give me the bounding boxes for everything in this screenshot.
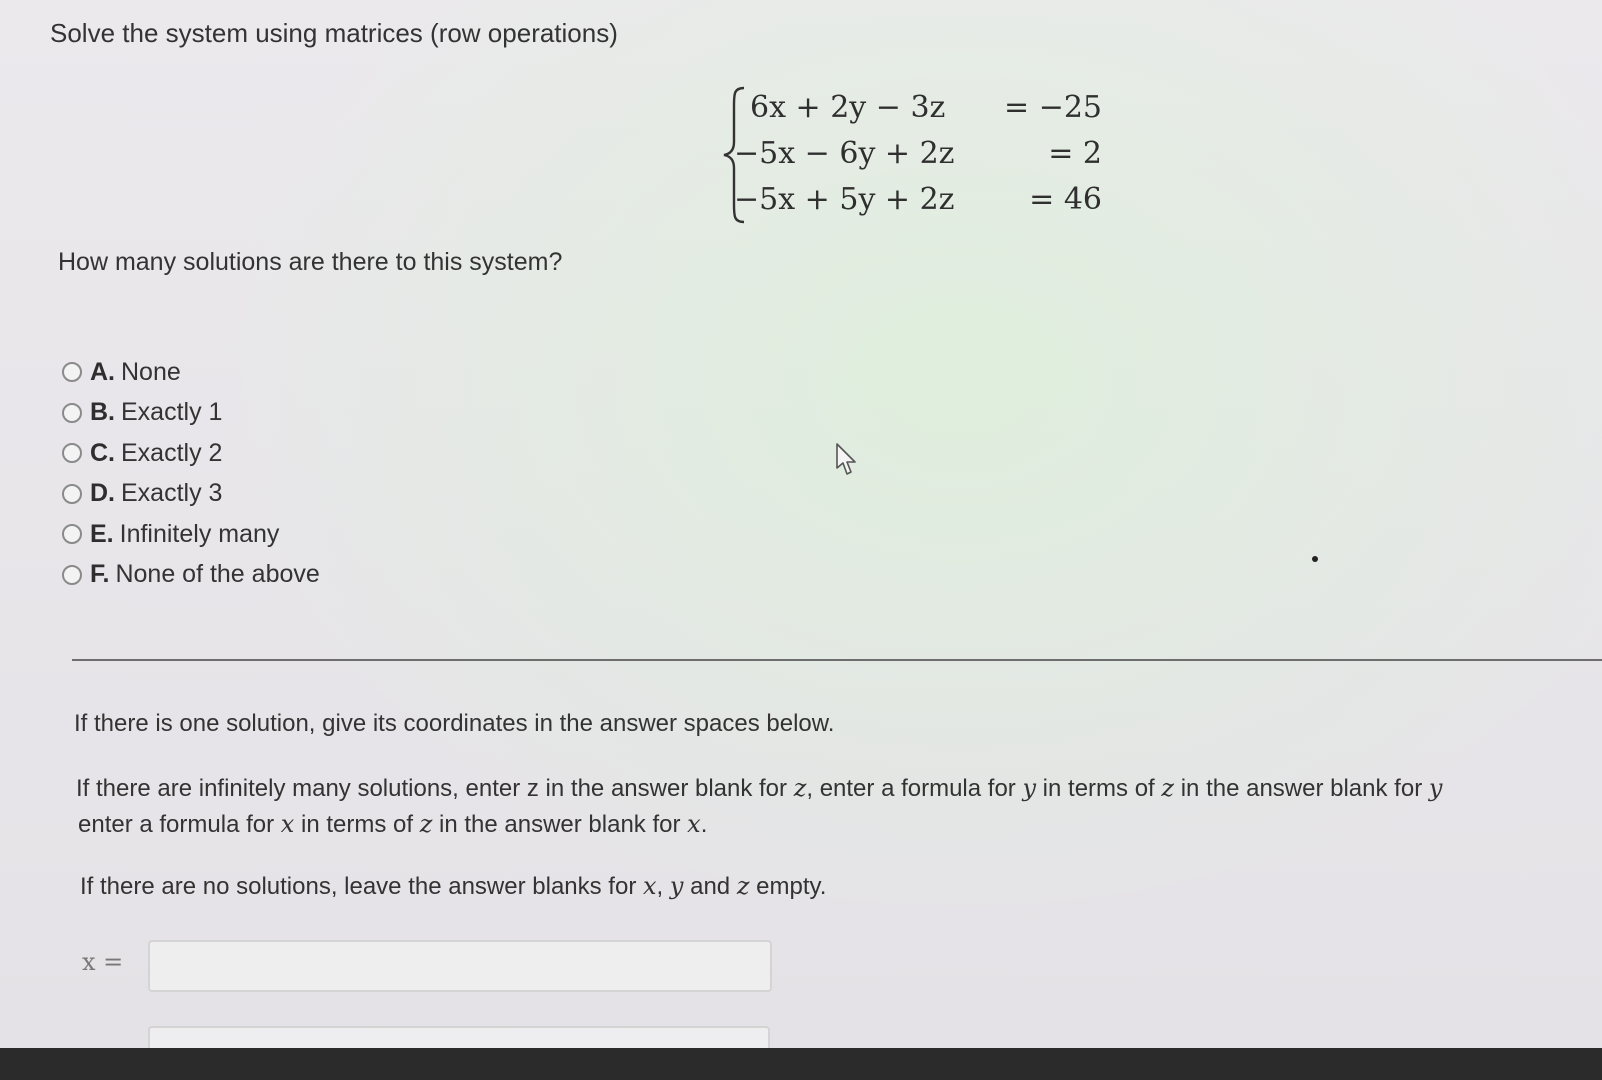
radio-button[interactable] (62, 565, 82, 585)
math-variable: x (280, 810, 295, 838)
math-variable: z (736, 872, 750, 900)
equation-system (722, 86, 1102, 226)
option-c[interactable] (62, 433, 320, 474)
x-answer-label: x = (82, 948, 124, 976)
radio-button[interactable] (62, 362, 82, 382)
option-label: None of the above (115, 560, 320, 589)
option-f[interactable] (62, 555, 320, 596)
text-span: , (656, 873, 670, 900)
text-span: empty. (749, 873, 827, 900)
text-span: , enter a formula for (806, 775, 1023, 802)
option-label: Exactly 1 (121, 398, 223, 427)
option-letter: B. (90, 398, 115, 427)
equation-rhs: = 2 (1048, 136, 1102, 171)
answer-options (62, 352, 320, 595)
equation-lhs: −5x + 5y + 2z (734, 182, 955, 217)
math-variable: z (793, 774, 807, 802)
option-d[interactable] (62, 474, 320, 515)
problem-instruction: Solve the system using matrices (row operations) (50, 18, 618, 48)
text-span: in the answer blank for (1174, 775, 1429, 802)
equation-rhs: = −25 (1004, 90, 1102, 125)
math-variable: y (1022, 774, 1037, 802)
x-answer-input[interactable] (148, 940, 772, 992)
option-letter: C. (90, 438, 115, 467)
question-text: How many solutions are there to this system? (58, 248, 563, 276)
equation-lhs: 6x + 2y − 3z (750, 90, 946, 125)
radio-button[interactable] (62, 443, 82, 463)
instruction-infinite-line1 (76, 770, 1602, 807)
option-letter: E. (90, 519, 114, 548)
text-span: If there are infinitely many solutions, enter z in the answer blank for (76, 775, 794, 802)
option-label: Exactly 2 (121, 438, 223, 467)
option-letter: F. (90, 560, 110, 589)
text-span: in terms of (1036, 775, 1162, 802)
section-divider (72, 659, 1602, 661)
text-span: If there are no solutions, leave the answer blanks for (80, 873, 643, 900)
text-span: enter a formula for (78, 811, 281, 838)
text-span: in the answer blank for (432, 811, 688, 838)
option-letter: D. (90, 479, 115, 508)
option-letter: A. (90, 357, 115, 386)
math-variable: z (419, 810, 433, 838)
equation-lhs: −5x − 6y + 2z (734, 136, 955, 171)
mouse-cursor-icon (834, 442, 862, 478)
text-span: and (683, 873, 737, 900)
math-variable: x (642, 872, 657, 900)
instruction-no-solution (80, 868, 826, 905)
option-label: Infinitely many (119, 519, 280, 548)
text-span: . (700, 811, 708, 838)
option-label: None (121, 357, 181, 386)
math-variable: y (669, 872, 684, 900)
instruction-infinite-line2 (78, 806, 707, 843)
radio-button[interactable] (62, 403, 82, 423)
radio-button[interactable] (62, 484, 82, 504)
text-span: in terms of (294, 811, 420, 838)
math-variable: z (1161, 774, 1175, 802)
equation-rhs: = 46 (1029, 182, 1102, 217)
option-label: Exactly 3 (121, 479, 223, 508)
option-a[interactable] (62, 352, 320, 393)
option-e[interactable] (62, 514, 320, 555)
instruction-one-solution: If there is one solution, give its coordinates in the answer spaces below. (74, 710, 835, 737)
screen-bezel (0, 1048, 1602, 1080)
screen-speck (1312, 556, 1318, 562)
radio-button[interactable] (62, 524, 82, 544)
option-b[interactable] (62, 393, 320, 434)
math-variable: x (687, 810, 701, 838)
math-variable: y (1428, 774, 1443, 802)
